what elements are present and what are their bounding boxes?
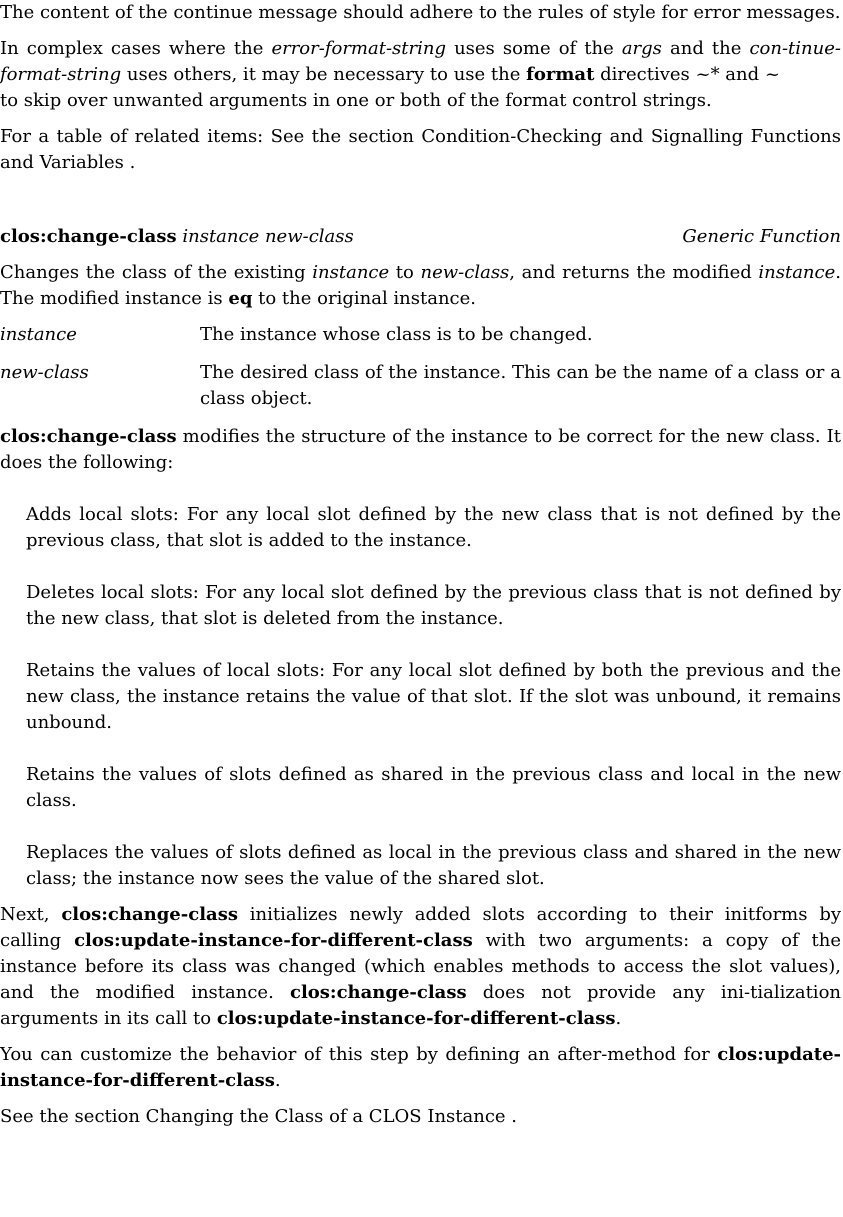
text: uses some of the	[446, 38, 622, 59]
term-args: args	[621, 38, 662, 59]
text: Next,	[0, 904, 62, 925]
term-change-class: clos:change-class	[61, 904, 238, 925]
parameter-description: The desired class of the instance. This can be the name of a class or a class object.	[200, 362, 841, 409]
text: Changes the class of the existing	[0, 262, 313, 283]
text: initializes newly added slots according to their initforms by calling	[0, 904, 842, 951]
term-update-instance: clos:update-instance-for-different-class	[0, 1044, 841, 1091]
text: , and returns the modified	[509, 262, 759, 283]
term-instance: instance	[312, 262, 390, 283]
text: to skip over unwanted arguments in one or both of the format control strings.	[0, 90, 712, 111]
term-change-class: clos:change-class	[289, 982, 467, 1003]
parameter-list	[0, 322, 841, 412]
text: does not provide any ini-tialization arguments in its call to	[0, 982, 841, 1029]
text: .	[615, 1008, 622, 1029]
text: with two arguments: a copy of the instance before its class was changed (which enables methods to access the slot values), and the modified instance.	[0, 930, 842, 1003]
text: .	[274, 1070, 281, 1091]
text: to	[389, 262, 421, 283]
behavior-steps-list	[26, 502, 841, 892]
related-items-paragraph: For a table of related items: See the section Condition-Checking and Signalling Functions and Variables .	[0, 126, 841, 173]
behavior-step: Adds local slots: For any local slot defined by the new class that is not defined by the previous class, that slot is added to the instance.	[26, 504, 841, 551]
term-instance: instance	[758, 262, 836, 283]
complex-cases-paragraph	[0, 36, 841, 114]
customize-paragraph	[0, 1042, 841, 1094]
parameter-term: new-class	[0, 362, 89, 383]
term-update-instance: clos:update-instance-for-different-class	[216, 1008, 616, 1029]
text: and the	[661, 38, 750, 59]
text: You can customize the behavior of this step by defining an after-method for	[0, 1044, 718, 1065]
behavior-step: Retains the values of slots defined as shared in the previous class and local in the new class.	[26, 764, 841, 811]
parameter-row	[0, 360, 841, 412]
entry-name: clos:change-class	[0, 226, 177, 247]
text: In complex cases where the	[0, 38, 272, 59]
term-update-instance: clos:update-instance-for-different-class	[74, 930, 473, 951]
entry-kind: Generic Function	[682, 226, 841, 247]
entry-summary	[0, 260, 841, 312]
parameter-term: instance	[0, 324, 77, 345]
entry-signature	[0, 224, 354, 250]
term-error-format-string: error-format-string	[271, 38, 446, 59]
see-also-paragraph: See the section Changing the Class of a CLOS Instance .	[0, 1106, 518, 1127]
behavior-step: Replaces the values of slots defined as local in the previous class and shared in the new class; the instance now sees the value of the shared slot.	[26, 842, 841, 889]
text: uses others, it may be necessary to use the	[121, 64, 527, 85]
behavior-step: Retains the values of local slots: For any local slot defined by both the previous and the new class, the instance retains the value of that slot. If the slot was unbound, it remains unbound.	[26, 660, 841, 733]
term-new-class: new-class	[420, 262, 510, 283]
initialization-paragraph	[0, 902, 841, 1032]
entry-header	[0, 224, 841, 250]
continue-message-paragraph: The content of the continue message should adhere to the rules of style for error messages.	[0, 2, 841, 23]
entry-args: instance new-class	[182, 226, 354, 247]
term-change-class: clos:change-class	[0, 426, 177, 447]
term-format: format	[526, 64, 595, 85]
text: to the original instance.	[252, 288, 477, 309]
parameter-description: The instance whose class is to be changed.	[200, 324, 593, 345]
behavior-step: Deletes local slots: For any local slot defined by the previous class that is not defined by the new class, that slot is deleted from the instance.	[26, 582, 841, 629]
text: . The modified instance is	[0, 262, 841, 309]
text: modifies the structure of the instance to be correct for the new class. It does the following:	[0, 426, 841, 473]
behavior-intro	[0, 424, 841, 476]
text: directives ~* and ~	[594, 64, 780, 85]
term-continue-format-string: con-tinue-format-string	[0, 38, 841, 85]
term-eq: eq	[228, 288, 253, 309]
parameter-row	[0, 322, 841, 348]
